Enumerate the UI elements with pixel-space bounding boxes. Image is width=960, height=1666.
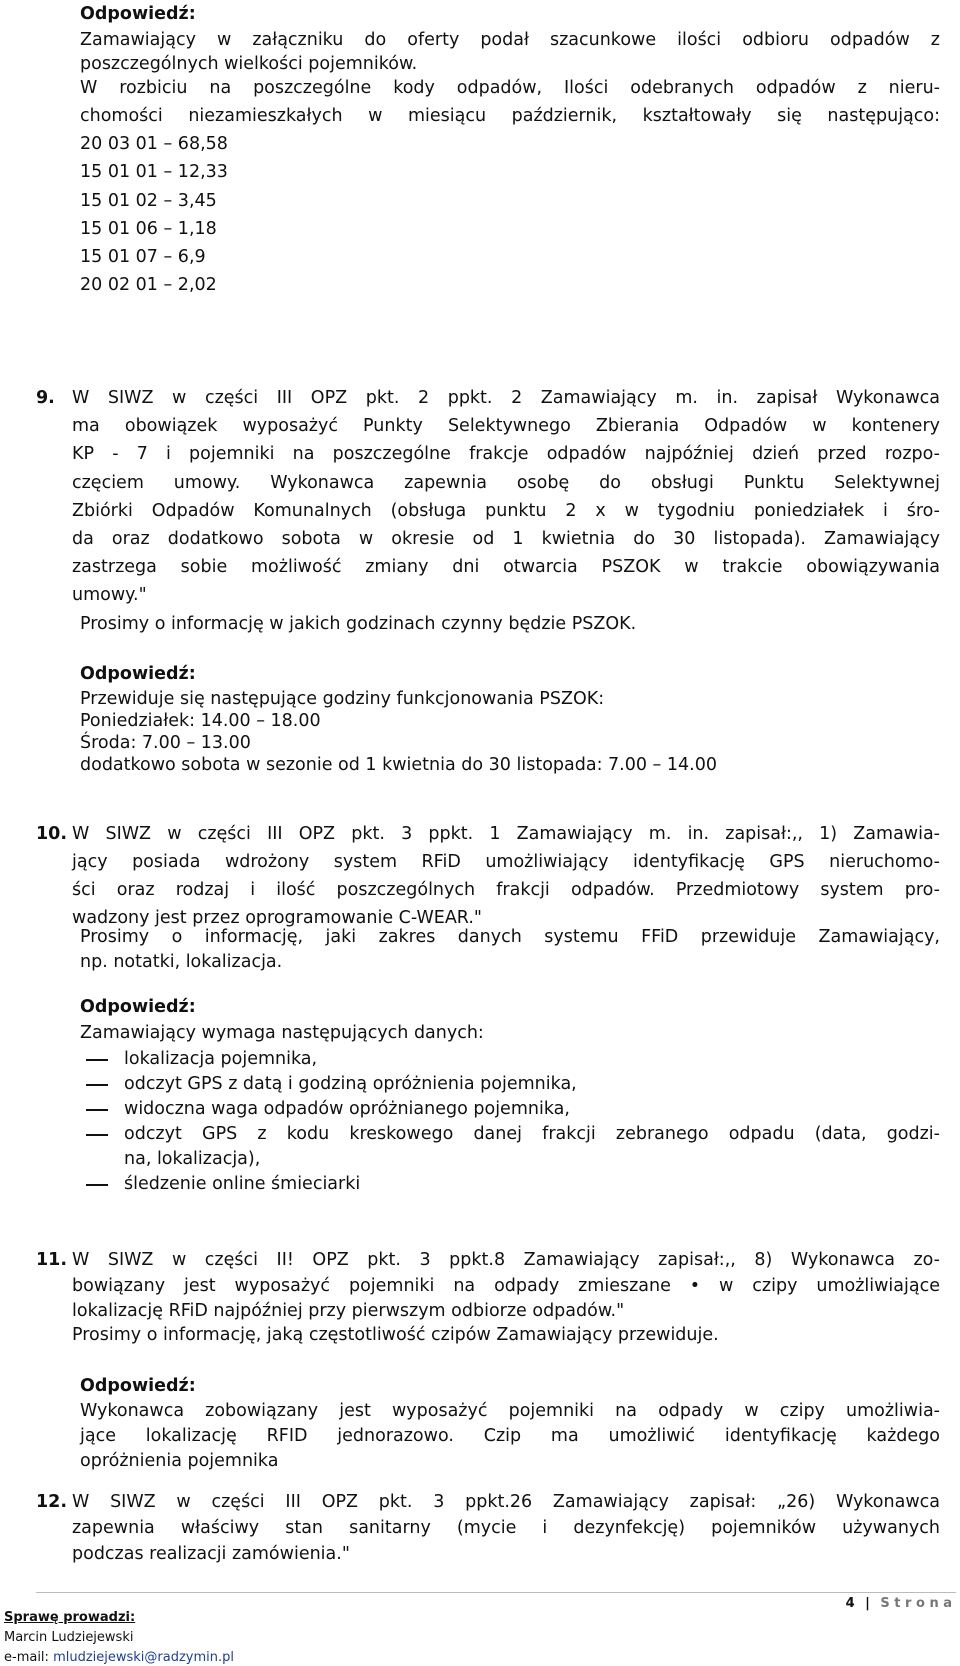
answer-line: Przewiduje się następujące godziny funkcjonowania PSZOK: — [80, 689, 605, 709]
request-line: Prosimy o informację, jaki zakres danych systemu FFiD przewiduje Zamawiający, — [80, 927, 940, 947]
email-link[interactable]: mludziejewski@radzymin.pl — [53, 1650, 235, 1665]
question-line: umowy." — [72, 585, 147, 605]
waste-code-line: 15 01 06 – 1,18 — [80, 219, 217, 239]
waste-code-line: 15 01 01 – 12,33 — [80, 162, 228, 182]
question-number: 12. — [36, 1492, 68, 1512]
footer-divider — [36, 1592, 956, 1593]
question-line: lokalizację RFiD najpóźniej przy pierwszym odbiorze odpadów." — [72, 1301, 625, 1321]
question-line: wadzony jest przez oprogramowanie C-WEAR." — [72, 908, 482, 928]
answer-line: Zamawiający w załączniku do oferty podał szacunkowe ilości odbioru odpadów z — [80, 30, 940, 50]
question-number: 9. — [36, 388, 55, 408]
page-indicator — [846, 1596, 952, 1612]
question-line: W SIWZ w części II! OPZ pkt. 3 ppkt.8 Zamawiający zapisał:,, 8) Wykonawca zo- — [72, 1250, 940, 1270]
question-line: zastrzega sobie możliwość zmiany dni otwarcia PSZOK w trakcie obowiązywania — [72, 557, 940, 577]
list-dash — [86, 1059, 108, 1061]
answer-line: opróżnienia pojemnika — [80, 1451, 279, 1471]
footer-email-line — [4, 1650, 234, 1666]
list-dash — [86, 1109, 108, 1111]
list-item: lokalizacja pojemnika, — [124, 1049, 318, 1069]
list-dash — [86, 1184, 108, 1186]
question-line: zapewnia właściwy stan sanitarny (mycie i dezynfekcję) pojemników używanych — [72, 1518, 940, 1538]
footer-contact-name: Marcin Ludziejewski — [4, 1630, 134, 1645]
answer-label: Odpowiedź: — [80, 1376, 196, 1396]
question-number: 11. — [36, 1250, 68, 1270]
list-dash — [86, 1084, 108, 1086]
question-line: da oraz dodatkowo sobota w okresie od 1 kwietnia do 30 listopada). Zamawiający — [72, 529, 940, 549]
page-separator: | — [865, 1596, 870, 1611]
request-line: np. notatki, lokalizacja. — [80, 952, 283, 972]
question-line: Zbiórki Odpadów Komunalnych (obsługa punktu 2 x w tygodniu poniedziałek i śro- — [72, 501, 940, 521]
list-dash — [86, 1134, 108, 1136]
question-number: 10. — [36, 824, 68, 844]
answer-label: Odpowiedź: — [80, 4, 196, 24]
waste-code-line: 20 03 01 – 68,58 — [80, 134, 228, 154]
answer-line: Wykonawca zobowiązany jest wyposażyć pojemniki na odpady w czipy umożliwia- — [80, 1401, 940, 1421]
waste-code-line: 15 01 07 – 6,9 — [80, 247, 206, 267]
answer-line: chomości niezamieszkałych w miesiącu październik, kształtowały się następująco: — [80, 106, 940, 126]
answer-line: W rozbiciu na poszczególne kody odpadów, Ilości odebranych odpadów z nieru- — [80, 78, 940, 98]
page-number: 4 — [845, 1596, 855, 1611]
email-prefix: e-mail: — [4, 1650, 54, 1665]
question-line: podczas realizacji zamówienia." — [72, 1544, 350, 1564]
answer-line: Środa: 7.00 – 13.00 — [80, 733, 251, 753]
question-line: W SIWZ w części III OPZ pkt. 2 ppkt. 2 Zamawiający m. in. zapisał Wykonawca — [72, 388, 940, 408]
answer-line: poszczególnych wielkości pojemników. — [80, 54, 418, 74]
question-line: ma obowiązek wyposażyć Punkty Selektywnego Zbierania Odpadów w kontenery — [72, 416, 940, 436]
request-line: Prosimy o informację w jakich godzinach czynny będzie PSZOK. — [80, 614, 637, 634]
answer-label: Odpowiedź: — [80, 997, 196, 1017]
answer-line: Zamawiający wymaga następujących danych: — [80, 1023, 484, 1043]
waste-code-line: 15 01 02 – 3,45 — [80, 191, 217, 211]
page-word: S t r o n a — [880, 1596, 952, 1611]
question-line: jący posiada wdrożony system RFiD umożliwiający identyfikację GPS nieruchomo- — [72, 852, 940, 872]
question-line: bowiązany jest wyposażyć pojemniki na odpady zmieszane • w czipy umożliwiające — [72, 1276, 940, 1296]
request-line: Prosimy o informację, jaką częstotliwość czipów Zamawiający przewiduje. — [72, 1325, 719, 1345]
list-item: odczyt GPS z kodu kreskowego danej frakcji zebranego odpadu (data, godzi- — [124, 1124, 940, 1144]
list-item: na, lokalizacja), — [124, 1149, 261, 1169]
answer-line: dodatkowo sobota w sezonie od 1 kwietnia do 30 listopada: 7.00 – 14.00 — [80, 755, 717, 775]
list-item: widoczna waga odpadów opróżnianego pojemnika, — [124, 1099, 570, 1119]
footer-label: Sprawę prowadzi: — [4, 1610, 136, 1625]
question-line: ści oraz rodzaj i ilość poszczególnych frakcji odpadów. Przedmiotowy system pro- — [72, 880, 940, 900]
answer-line: jące lokalizację RFID jednorazowo. Czip ma umożliwić identyfikację każdego — [80, 1426, 940, 1446]
list-item: śledzenie online śmieciarki — [124, 1174, 361, 1194]
list-item: odczyt GPS z datą i godziną opróżnienia pojemnika, — [124, 1074, 577, 1094]
question-line: częciem umowy. Wykonawca zapewnia osobę do obsługi Punktu Selektywnej — [72, 473, 940, 493]
answer-label: Odpowiedź: — [80, 664, 196, 684]
question-line: W SIWZ w części III OPZ pkt. 3 ppkt.26 Zamawiający zapisał: „26) Wykonawca — [72, 1492, 940, 1512]
question-line: KP - 7 i pojemniki na poszczególne frakcje odpadów najpóźniej dzień przed rozpo- — [72, 444, 940, 464]
waste-code-line: 20 02 01 – 2,02 — [80, 275, 217, 295]
answer-line: Poniedziałek: 14.00 – 18.00 — [80, 711, 321, 731]
question-line: W SIWZ w części III OPZ pkt. 3 ppkt. 1 Zamawiający m. in. zapisał:,, 1) Zamawia- — [72, 824, 940, 844]
